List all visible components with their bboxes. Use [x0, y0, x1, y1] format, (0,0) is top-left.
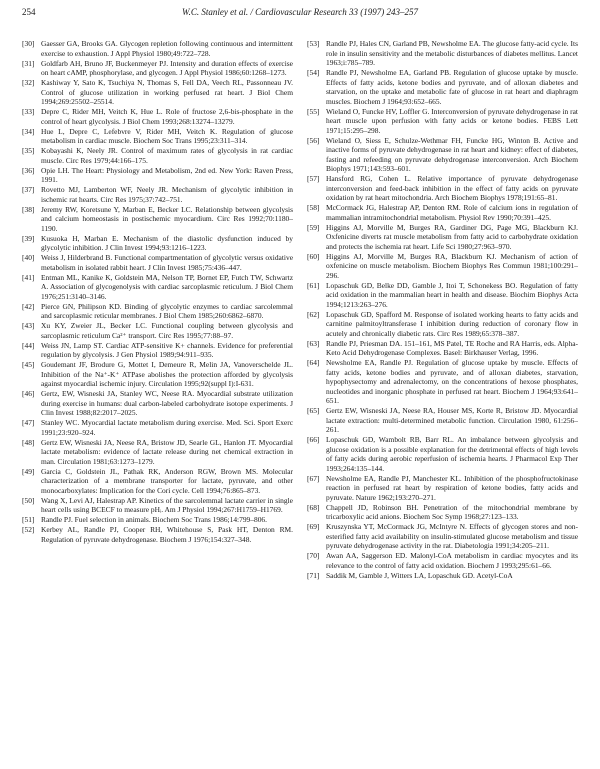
reference-number: [41] — [22, 272, 35, 282]
reference-text: Weiss JN, Lamp ST. Cardiac ATP-sensitive K+ channels. Evidence for preferential regulation by glycolysis. J Gen Physiol 1989;94:911–935. — [41, 340, 293, 359]
reference-item — [307, 252, 578, 281]
reference-item — [22, 360, 293, 389]
reference-item — [22, 389, 293, 418]
reference-item — [22, 39, 293, 58]
reference-number: [50] — [22, 495, 35, 505]
reference-item — [307, 68, 578, 106]
reference-text: Awan AA, Saggerson ED. Malonyl-CoA metabolism in cardiac myocytes and its relevance to the control of fatty acid oxidation. Biochem J 1993;295:61–66. — [326, 551, 578, 570]
reference-list-right — [307, 39, 578, 580]
reference-item — [307, 223, 578, 252]
reference-text: Kashiway Y, Sato K, Tsuchiya N, Thomas S, Fell DA, Veech RL, Passonneau JV. Control of glucose utilization in working perfused rat heart. J Biol Chem 1994;269:25502–25514. — [41, 78, 293, 106]
reference-text: Opie LH. The Heart: Physiology and Metabolism, 2nd ed. New York: Raven Press, 1991. — [41, 165, 293, 184]
reference-columns — [22, 39, 578, 765]
reference-number: [37] — [22, 185, 35, 194]
reference-item — [307, 435, 578, 473]
reference-text: Higgins AJ, Morville M, Burges RA, Gardiner DG, Page MG, Blackburn KJ. Oxfenicine diverts rat muscle metabolism from fatty acid to carbohydrate oxidation and protects the ischemia rat heart. Life Sci 1980;27:963–970. — [326, 222, 578, 251]
reference-item — [22, 78, 293, 107]
reference-text: Depre C, Rider MH, Veitch K, Hue L. Role of fructose 2,6-bis-phosphate in the control of heart glycolysis. J Biol Chem 1993;268:13274–13279. — [41, 107, 293, 126]
reference-number: [30] — [22, 39, 35, 48]
reference-number: [43] — [22, 321, 35, 330]
reference-number: [71] — [307, 570, 320, 580]
reference-item — [22, 321, 293, 340]
reference-number: [68] — [307, 502, 320, 512]
reference-number: [48] — [22, 437, 35, 447]
reference-number: [66] — [307, 435, 320, 444]
reference-number: [45] — [22, 360, 35, 369]
reference-number: [70] — [307, 551, 320, 560]
reference-item — [307, 310, 578, 339]
reference-text: Stanley WC. Myocardial lactate metabolism during exercise. Med. Sci. Sport Exerc 1991;23:920–924. — [41, 418, 293, 437]
reference-text: Garcia C, Goldstein JL, Pathak RK, Anderson RGW, Brown MS. Molecular characterization of a membrane transporter for lactate, pyruvate, and other monocarboxylates: Implication for the Cori cycle. Cell 1994;76:865–873. — [41, 466, 293, 495]
reference-text: Randle PJ, Newsholme EA, Garland PB. Regulation of glucose uptake by muscle. Effects of fatty acids, ketone bodies and pyruvate, and of alloxan diabetes and starvation, on the uptake and metabolic fate of glucose in rat heart and diaphragm muscles. Biochem J 1964;93:652–665. — [326, 68, 578, 106]
reference-text: Xu KY, Zweier JL, Becker LC. Functional coupling between glycolysis and sarcoplasmic reticulum Ca²⁺ transport. Circ Res 1995;77:88–97. — [41, 321, 293, 340]
reference-text: McCormack JG, Halestrap AP, Denton RM. Role of calcium ions in regulation of mammalian intramitochondrial metabolism. Physiol Rev 1990;70:391–425. — [326, 203, 578, 222]
reference-number: [32] — [22, 78, 35, 87]
reference-text: Wang X, Levi AJ, Halestrap AP. Kinetics of the sarcolemmal lactate carrier in single heart cells using BCECF to measure pHᵢ. Am J Physiol 1994;267:H1759–H1769. — [41, 495, 293, 514]
reference-number: [53] — [307, 39, 320, 48]
reference-item — [307, 281, 578, 310]
reference-list-left — [22, 39, 293, 544]
reference-item — [307, 406, 578, 435]
reference-text: Randle PJ, Priesman DA. 151–161, MS Patel, TE Roche and RA Harris, eds. Alpha-Keto Acid Dehydrogenase Complexes. Basel: Birkhauser Verlag, 1996. — [326, 338, 578, 357]
reference-item — [307, 339, 578, 358]
reference-number: [65] — [307, 406, 320, 415]
reference-text: Jeremy RW, Koretsune Y, Marban E, Becker LC. Relationship between glycolysis and calcium homeostasis in postischemic myocardium. Circ Res 1992;70:1180–1190. — [41, 204, 293, 233]
reference-item — [307, 503, 578, 522]
right-column — [307, 39, 578, 765]
reference-number: [55] — [307, 106, 320, 116]
reference-item — [22, 467, 293, 496]
reference-item — [307, 358, 578, 406]
reference-number: [62] — [307, 309, 320, 319]
reference-number: [52] — [22, 525, 35, 534]
reference-item — [22, 438, 293, 467]
reference-text: Wieland O, Funcke HV, Loffler G. Interconversion of pyruvate dehydrogenase in rat heart muscle upon perfusion with fatty acids or ketone bodies. FEBS Lett 1971;15:295–298. — [326, 106, 578, 135]
page-header — [22, 4, 578, 20]
reference-number: [31] — [22, 58, 35, 68]
reference-text: Goudemant JF, Brodure G, Mottet I, Demeure R, Melin JA, Vanoverschelde JL. Inhibition of the Na⁺-K⁺ ATPase abolishes the protection afforded by glycolysis against myocardial ischemic injury. Circulation 1995;92(suppl I):I-631. — [41, 360, 293, 388]
reference-item — [22, 496, 293, 515]
reference-number: [33] — [22, 107, 35, 116]
reference-text: Lopaschuk GD, Wambolt RB, Barr RL. An imbalance between glycolysis and glucose oxidation is a possible explanation for the detrimental effects of high levels of fatty acids during aerobic reperfusion of ischemia hearts. J Pharmacol Exp Ther 1993;264:135–144. — [326, 435, 578, 473]
reference-number: [46] — [22, 389, 35, 398]
reference-item — [307, 107, 578, 136]
running-head: W.C. Stanley et al. / Cardiovascular Research 33 (1997) 243–257 — [182, 7, 418, 17]
reference-item — [22, 525, 293, 544]
reference-item — [22, 234, 293, 253]
reference-number: [44] — [22, 340, 35, 350]
reference-text: Gertz EW, Wisneski JA, Neese RA, Bristow JD, Searle GL, Hanlon JT. Myocardial lactate metabolism: evidence of lactate release during net chemical extraction in man. Circulation 1981;63:1273–1279. — [41, 437, 293, 466]
page-number: 254 — [22, 7, 36, 17]
reference-text: Randle PJ. Fuel selection in animals. Biochem Soc Trans 1986;14:799–806. — [41, 515, 268, 524]
reference-item — [22, 205, 293, 234]
reference-text: Weiss J, Hilderbrand B. Functional compartmentation of glycolytic versus oxidative metabolism in isolated rabbit heart. J Clin Invest 1985;75:436–447. — [41, 253, 293, 272]
reference-number: [51] — [22, 515, 35, 524]
reference-number: [39] — [22, 233, 35, 243]
reference-number: [54] — [307, 68, 320, 77]
reference-item — [22, 515, 293, 525]
reference-text: Higgins AJ, Morville M, Burges RA, Blackburn KJ. Mechanism of action of oxfenicine on muscle metabolism. Biochem Biophys Res Commun 1981;100:291–296. — [326, 251, 578, 280]
reference-text: Gertz, EW, Wisneski JA, Stanley WC, Neese RA. Myocardial substrate utilization during exercise in humans: dual carbon-labeled carbohydrate isotope experiments. J Clin Invest 1988;82:2017–2025. — [41, 389, 293, 417]
reference-text: Lopaschuk GD, Belke DD, Gamble J, Itoi T, Schonekess BO. Regulation of fatty acid oxidation in the mammalian heart in health and disease. Biochim Biophys Acta 1994;1213:263–276. — [326, 280, 578, 309]
reference-number: [49] — [22, 466, 35, 476]
reference-number: [67] — [307, 473, 320, 483]
reference-item — [22, 146, 293, 165]
reference-number: [42] — [22, 301, 35, 311]
reference-text: Wieland O, Siess E, Schulze-Wethmar FH, Funcke HG, Winton B. Active and inactive forms of pyruvate dehydrogenase in rat heart and kidney: effect of diabetes, fasting and refeeding on pyruvate dehydrogenase interconversion. Arch Biochem Biophys 1971;143:593–601. — [326, 135, 578, 173]
reference-text: Entman ML, Kanike K, Goldstein MA, Nelson TP, Bornet EP, Futch TW, Schwartz A. Association of glycogenolysis with cardiac sarcoplasmic reticulum. J Biol Chem 1976;251:3140–3146. — [41, 272, 293, 301]
reference-text: Goldfarb AH, Bruno JF, Buckenmeyer PJ. Intensity and duration effects of exercise on heart cAMP, phosphorylase, and glycogen. J Appl Physiol 1986;60:1268–1273. — [41, 58, 293, 77]
reference-item — [22, 253, 293, 272]
reference-number: [64] — [307, 358, 320, 367]
reference-item — [307, 474, 578, 503]
reference-number: [34] — [22, 126, 35, 136]
reference-item — [307, 174, 578, 203]
reference-text: Gaesser GA, Brooks GA. Glycogen repletion following continuous and intermittent exercise to exhaustion. J Appl Physiol 1980;49:722–728. — [41, 39, 293, 58]
reference-number: [57] — [307, 174, 320, 183]
reference-number: [47] — [22, 418, 35, 427]
reference-number: [36] — [22, 165, 35, 175]
reference-number: [59] — [307, 222, 320, 232]
reference-item — [22, 166, 293, 185]
reference-item — [22, 418, 293, 437]
reference-number: [40] — [22, 253, 35, 262]
reference-item — [22, 302, 293, 321]
reference-text: Newsholme EA, Randle PJ, Manchester KL. Inhibition of the phosphofructokinase reaction in perfused rat heart by respiration of ketone bodies, fatty acids and pyruvate. Nature 1962;193:270–271. — [326, 473, 578, 502]
reference-item — [22, 59, 293, 78]
reference-number: [61] — [307, 280, 320, 290]
reference-item — [307, 571, 578, 581]
reference-text: Newsholme EA, Randle PJ. Regulation of glucose uptake by muscle. Effects of fatty acids, ketone bodies and pyruvate, and of alloxan diabetes, starvation, hypophysectomy and adrenalectomy, on the concentrations of hexose phosphates, nucleotides and inorganic phosphate in perfused rat heart. Biochem J 1964;93:641–651. — [326, 358, 578, 405]
reference-item — [307, 551, 578, 570]
reference-number: [58] — [307, 203, 320, 212]
reference-text: Kerbey AL, Randle PJ, Cooper RH, Whitehouse S, Pask HT, Denton RM. Regulation of pyruvate dehydrogenase. Biochem J 1976;154:327–348. — [41, 525, 293, 544]
reference-text: Gertz EW, Wisneski JA, Neese RA, Houser MS, Korte R, Bristow JD. Myocardial lactate extraction: multi-determined metabolic function. Circulation 1980, 61:256–261. — [326, 406, 578, 434]
reference-number: [60] — [307, 251, 320, 261]
reference-text: Kobayashi K, Neely JR. Control of maximum rates of glycolysis in rat cardiac muscle. Circ Res 1979;44:166–175. — [41, 146, 293, 165]
reference-text: Lopaschuk GD, Spafford M. Response of isolated working hearts to fatty acids and carnitine palmitoyltransferase I inhibition during reduction of coronary flow in acutely and chronically diabetic rats. Circ Res 1989;65:378–387. — [326, 309, 578, 338]
reference-number: [56] — [307, 135, 320, 145]
reference-number: [69] — [307, 522, 320, 531]
left-column — [22, 39, 293, 765]
reference-item — [307, 39, 578, 68]
reference-text: Kruszynska YT, McCormack JG, McIntyre N. Effects of glycogen stores and non-esterified fatty acid availability on insulin-stimulated glucose metabolism and tissue pyruvate dehydrogenase activity in the rat. Diabetologia 1991;34:205–211. — [326, 522, 578, 550]
reference-item — [22, 273, 293, 302]
reference-item — [307, 522, 578, 551]
reference-text: Pierce GN, Philipson KD. Binding of glycolytic enzymes to cardiac sarcolemmal and sarcoplasmic reticular membranes. J Biol Chem 1985;260:6862–6870. — [41, 301, 293, 320]
reference-text: Hansford RG, Cohen L. Relative importance of pyruvate dehydrogenase interconversion and feed-back inhibition in the effect of fatty acids on pyruvate oxidation by rat heart mitochondria. Arch Biochem Biophys 1978;191:65–81. — [326, 174, 578, 202]
reference-item — [22, 127, 293, 146]
reference-text: Randle PJ, Hales CN, Garland PB, Newsholme EA. The glucose fatty-acid cycle. Its role in insulin sensitivity and the metabolic disturbances of diabetes mellitus. Lancet 1963;i:785–789. — [326, 39, 578, 67]
reference-item — [22, 107, 293, 126]
reference-number: [35] — [22, 146, 35, 155]
reference-text: Hue L, Depre C, Lefebvre V, Rider MH, Veitch K. Regulation of glucose metabolism in cardiac muscle. Biochem Soc Trans 1995;23:311–314. — [41, 126, 293, 145]
reference-number: [63] — [307, 338, 320, 348]
reference-number: [38] — [22, 204, 35, 214]
reference-item — [22, 341, 293, 360]
reference-text: Saddik M, Gamble J, Witters LA, Lopaschuk GD. Acetyl-CoA — [326, 570, 513, 580]
reference-text: Chappell JD, Robinson BH. Penetration of the mitochondrial membrane by tricarboxylic acid anions. Biochem Soc Symp 1968;27:123–133. — [326, 502, 578, 521]
reference-text: Rovetto MJ, Lamberton WF, Neely JR. Mechanism of glycolytic inhibition in ischemic rat hearts. Circ Res 1975;37:742–751. — [41, 185, 293, 204]
reference-item — [22, 185, 293, 204]
reference-text: Kusuoka H, Marban E. Mechanism of the diastolic dysfunction induced by glycolytic inhibition. J Clin Invest 1994;93:1216–1223. — [41, 233, 293, 252]
reference-item — [307, 136, 578, 174]
reference-item — [307, 203, 578, 222]
